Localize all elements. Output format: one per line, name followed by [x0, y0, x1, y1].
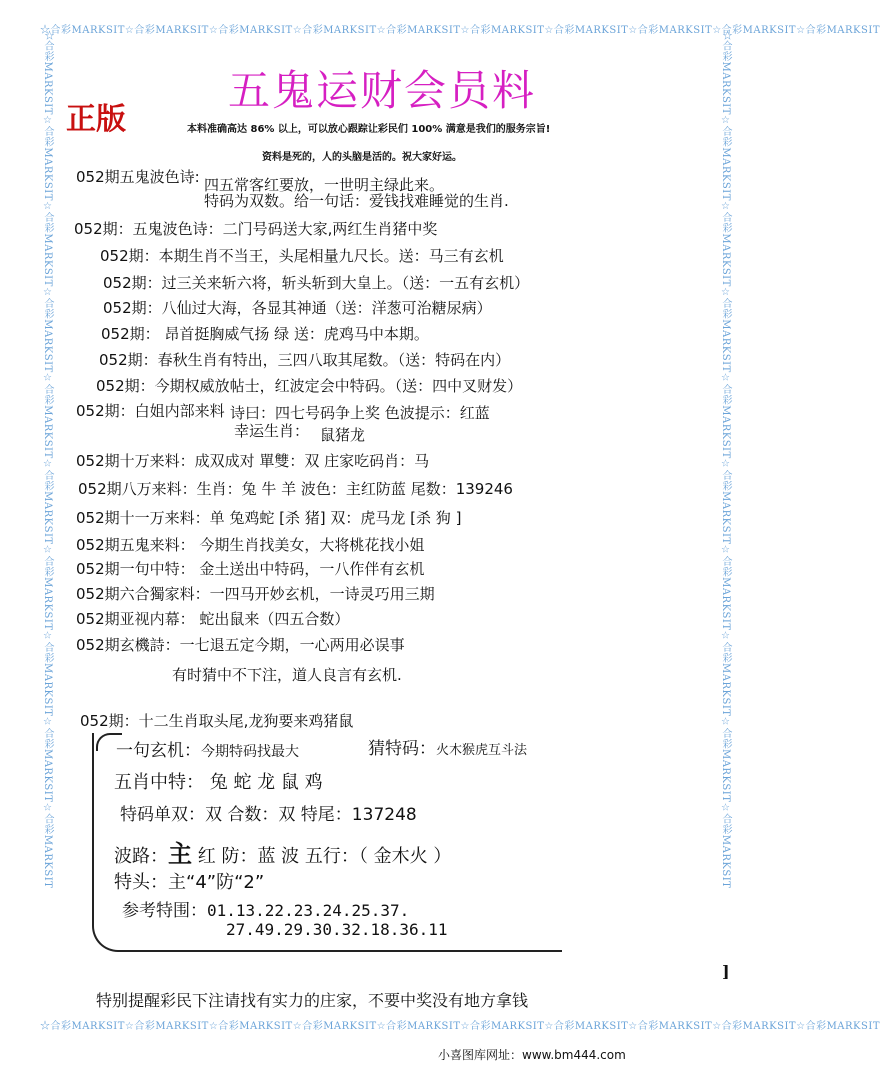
prediction-line: 052期十万来料：成双成对 單雙：双 庄家吃码肖：马	[76, 452, 430, 470]
prediction-line: 052期五鬼波色诗: 四五常客红要放，一世明主绿此来。	[76, 168, 445, 194]
prediction-line: 052期玄機詩：一七退五定今期，一心两用必误事	[76, 636, 405, 654]
subtitle-accuracy: 本料准确高达 86% 以上，可以放心跟踪让彩民们 100% 满意是我们的服务宗旨!	[187, 124, 551, 135]
prediction-line: 052期：今期权威放帖士，红波定会中特码。（送：四中叉财发）	[96, 377, 523, 395]
site-url: 小喜图库网址：www.bm444.com	[438, 1048, 626, 1062]
border-left: ☆合彩MARKSIT☆合彩MARKSIT☆合彩MARKSIT☆合彩MARKSIT☆合彩MARKSIT☆合彩MARKSIT☆合彩MARKSIT☆合彩MARKSIT☆合彩MARKSIT☆合彩MARKSIT	[42, 30, 53, 889]
prediction-line: 特码为双数。给一句话：爱钱找难睡觉的生肖.	[204, 192, 509, 210]
border-bottom: ☆合彩MARKSIT☆合彩MARKSIT☆合彩MARKSIT☆合彩MARKSIT☆合彩MARKSIT☆合彩MARKSIT☆合彩MARKSIT☆合彩MARKSIT☆合彩MARKSIT☆合彩MARKSIT	[40, 1021, 880, 1032]
page-title: 五鬼运财会员料	[228, 66, 537, 115]
box-zodiac-line: 五肖中特： 兔 蛇 龙 鼠 鸡	[114, 772, 323, 793]
subtitle-motto: 资料是死的，人的头脑是活的。祝大家好运。	[262, 152, 462, 163]
prediction-line: 052期十一万来料：单 兔鸡蛇 [杀 猪] 双：虎马龙 [杀 狗 ]	[76, 509, 462, 527]
box-wave-line: 波路：主 红 防：蓝 波 五行：（ 金木火 ）	[114, 840, 452, 868]
corner-mark: ]	[722, 962, 730, 981]
authentic-badge: 正版	[66, 102, 126, 137]
prediction-line: 052期：八仙过大海，各显其神通（送：洋葱可治糖尿病）	[103, 299, 492, 317]
prediction-line: 052期：五鬼波色诗：二门号码送大家,两红生肖猪中奖	[74, 220, 438, 238]
border-top: ☆合彩MARKSIT☆合彩MARKSIT☆合彩MARKSIT☆合彩MARKSIT☆合彩MARKSIT☆合彩MARKSIT☆合彩MARKSIT☆合彩MARKSIT☆合彩MARKSIT☆合彩MARKSIT	[40, 25, 880, 36]
box-hint-line: 一句玄机：今期特码找最大	[116, 741, 299, 761]
prediction-line: 幸运生肖： 鼠猪龙	[234, 422, 366, 444]
prediction-line: 052期：春秋生肖有特出，三四八取其尾数。（送：特码在内）	[99, 351, 511, 369]
prediction-line: 052期六合獨家料：一四马开妙玄机，一诗灵巧用三期	[76, 585, 435, 603]
border-right: ☆合彩MARKSIT☆合彩MARKSIT☆合彩MARKSIT☆合彩MARKSIT☆合彩MARKSIT☆合彩MARKSIT☆合彩MARKSIT☆合彩MARKSIT☆合彩MARKSIT☆合彩MARKSIT	[720, 30, 731, 889]
prediction-line: 052期： 昂首挺胸威气扬 绿 送：虎鸡马中本期。	[101, 325, 429, 343]
prediction-line: 052期：过三关来斩六将，斩头斩到大皇上。（送：一五有玄机）	[103, 274, 530, 292]
prediction-line: 052期五鬼来料： 今期生肖找美女，大将桃花找小姐	[76, 536, 425, 554]
prediction-line: 052期八万来料：生肖：兔 牛 羊 波色：主红防蓝 尾数：139246	[78, 480, 513, 498]
prediction-line: 052期：十二生肖取头尾,龙狗要来鸡猪鼠	[80, 712, 354, 730]
box-guess-line: 猜特码：火木猴虎互斗法	[368, 739, 528, 759]
footer-warning: 特别提醒彩民下注请找有实力的庄家，不要中奖没有地方拿钱	[96, 991, 529, 1010]
prediction-line: 052期亚视内幕： 蛇出鼠来（四五合数）	[76, 610, 350, 628]
box-range-line-2: 27.49.29.30.32.18.36.11	[226, 920, 448, 939]
prediction-line: 有时猜中不下注，道人良言有玄机.	[172, 666, 402, 684]
box-head-line: 特头：主“4”防“2”	[114, 872, 265, 893]
prediction-line: 052期一句中特： 金土送出中特码，一八作伴有玄机	[76, 560, 425, 578]
box-range-line: 参考特围：01.13.22.23.24.25.37.	[122, 901, 410, 921]
prediction-line: 052期：白姐内部来料 诗曰：四七号码争上奖 色波提示：红蓝	[76, 402, 490, 422]
prediction-line: 052期：本期生肖不当王，头尾相量九尺长。送：马三有玄机	[100, 247, 504, 265]
box-odd-even-line: 特码单双：双 合数：双 特尾：137248	[120, 805, 417, 825]
